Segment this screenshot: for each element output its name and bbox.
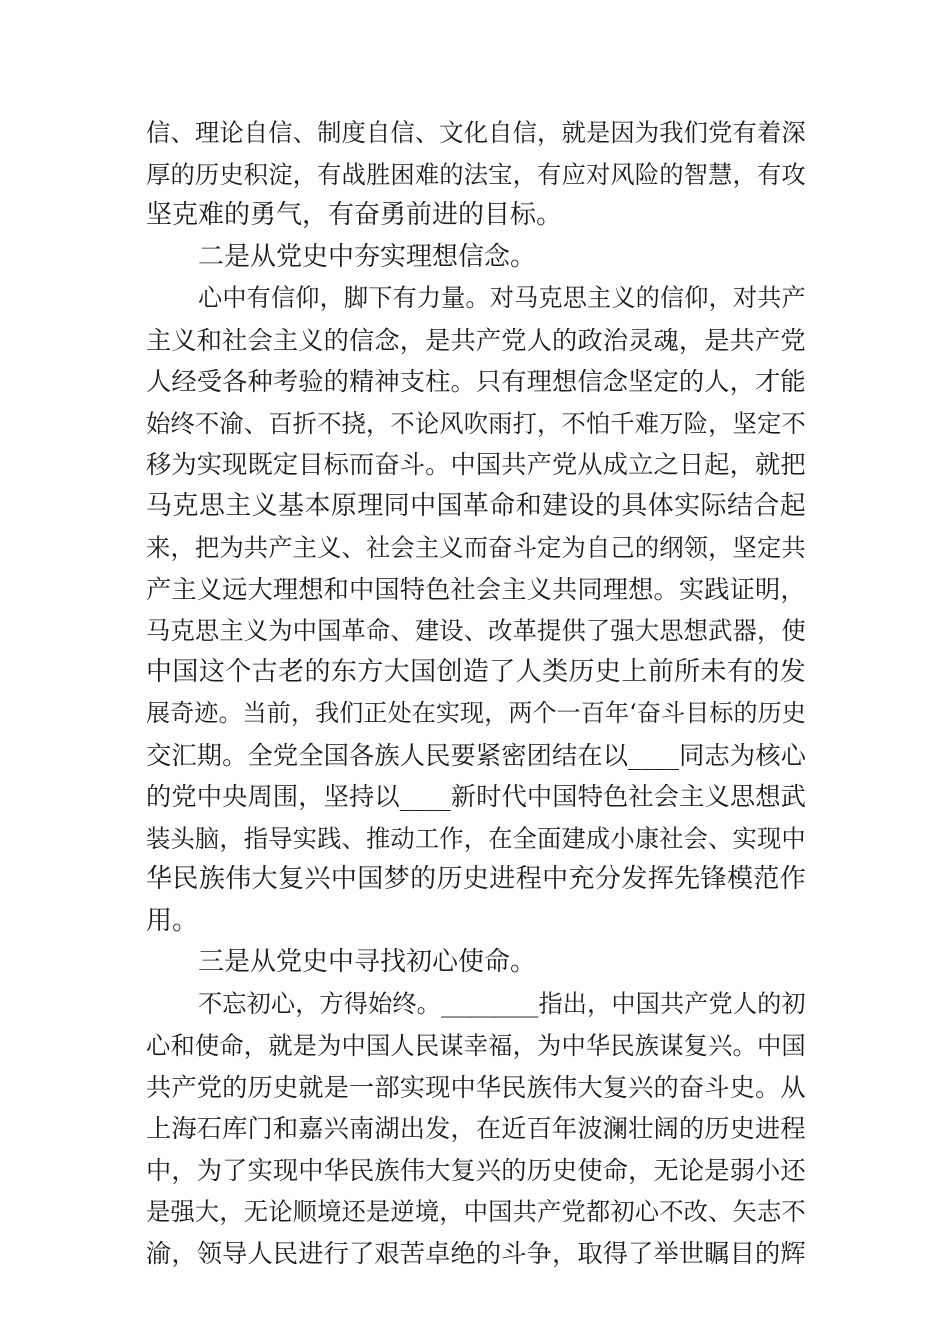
text-line: 的 党 中 央 周 围 ， 坚 持 以 _ _ _ _ 新 时 代 中 国 特 色 社 会 主 义 思 想 武: [146, 782, 806, 811]
text-line: 来 ， 把 为 共 产 主 义 、 社 会 主 义 而 奋 斗 定 为 自 己 的 纲 领 ， 坚 定 共: [146, 533, 806, 562]
text-line: 华 民 族 伟 大 复 兴 中 国 梦 的 历 史 进 程 中 充 分 发 挥 先 锋 模 范 作: [146, 864, 806, 894]
section-heading: 三是从党史中寻找初心使命。: [198, 947, 537, 977]
text-line: 始 终 不 渝 、 百 折 不 挠 ， 不 论 风 吹 雨 打 ， 不 怕 千 难 万 险 ， 坚 定 不: [146, 408, 806, 438]
text-line: 产 主 义 远 大 理 想 和 中 国 特 色 社 会 主 义 共 同 理 想 。 实 践 证 明 ，: [146, 574, 806, 604]
text-line: 厚 的 历 史 积 淀 ， 有 战 胜 困 难 的 法 宝 ， 有 应 对 风 险 的 智 慧 ， 有 攻: [146, 159, 806, 189]
text-line: 上 海 石 库 门 和 嘉 兴 南 湖 出 发 ， 在 近 百 年 波 澜 壮 阔 的 历 史 进 程: [146, 1114, 806, 1143]
text-line: 马 克 思 主 义 为 中 国 革 命 、 建 设 、 改 革 提 供 了 强 大 思 想 武 器 ， 使: [146, 616, 806, 645]
body-text: [146, 112, 806, 1274]
text-line: 装 头 脑 ， 指 导 实 践 、 推 动 工 作 ， 在 全 面 建 成 小 康 社 会 、 实 现 中: [146, 823, 806, 853]
text-line: 交 汇 期 。 全 党 全 国 各 族 人 民 要 紧 密 团 结 在 以 _ _ _ _ 同 志 为 核 心: [146, 740, 806, 770]
text-line: 心 和 使 命 ， 就 是 为 中 国 人 民 谋 幸 福 ， 为 中 华 民 族 谋 复 兴 。 中 国: [146, 1031, 806, 1060]
text-line: 移 为 实 现 既 定 目 标 而 奋 斗 。 中 国 共 产 党 从 成 立 之 日 起 ， 就 把: [146, 450, 806, 479]
text-line: 中 ， 为 了 实 现 中 华 民 族 伟 大 复 兴 的 历 史 使 命 ， 无 论 是 弱 小 还: [146, 1155, 806, 1185]
text-line: 主 义 和 社 会 主 义 的 信 念 ， 是 共 产 党 人 的 政 治 灵 魂 ， 是 共 产 党: [146, 325, 806, 355]
text-line: 渝 ， 领 导 人 民 进 行 了 艰 苦 卓 绝 的 斗 争 ， 取 得 了 举 世 瞩 目 的 辉: [146, 1238, 806, 1268]
text-line: 用。: [146, 905, 199, 936]
section-heading: 二是从党史中夯实理想信念。: [198, 241, 537, 272]
text-line: 马 克 思 主 义 基 本 原 理 同 中 国 革 命 和 建 设 的 具 体 实 际 结 合 起: [146, 490, 806, 521]
text-line: 信 、 理 论 自 信 、 制 度 自 信 、 文 化 自 信 ， 就 是 因 为 我 们 党 有 着 深: [146, 118, 806, 147]
text-line: 是 强 大 ， 无 论 顺 境 还 是 逆 境 ， 中 国 共 产 党 都 初 心 不 改 、 矢 志 不: [146, 1197, 806, 1226]
text-line: 人 经 受 各 种 考 验 的 精 神 支 柱 。 只 有 理 想 信 念 坚 定 的 人 ， 才 能: [146, 367, 806, 396]
text-line: 中 国 这 个 古 老 的 东 方 大 国 创 造 了 人 类 历 史 上 前 所 未 有 的 发: [146, 656, 806, 687]
text-line: 心 中 有 信 仰 ， 脚 下 有 力 量 。 对 马 克 思 主 义 的 信 仰 ， 对 共 产: [198, 284, 806, 312]
text-line: 共 产 党 的 历 史 就 是 一 部 实 现 中 华 民 族 伟 大 复 兴 的 奋 斗 史 。 从: [146, 1072, 806, 1102]
text-line: 展 奇 迹 。 当 前 ， 我 们 正 处 在 实 现 ， 两 个 一 百 年 ‘ 奋 斗 目 标 的 历 史: [146, 699, 806, 727]
text-line: 坚克难的勇气，有奋勇前进的目标。: [146, 200, 563, 230]
text-line: 不 忘 初 心 ， 方 得 始 终 。 _ _ _ _ _ _ _ _ 指 出 ， 中 国 共 产 党 人 的 初: [198, 989, 806, 1018]
